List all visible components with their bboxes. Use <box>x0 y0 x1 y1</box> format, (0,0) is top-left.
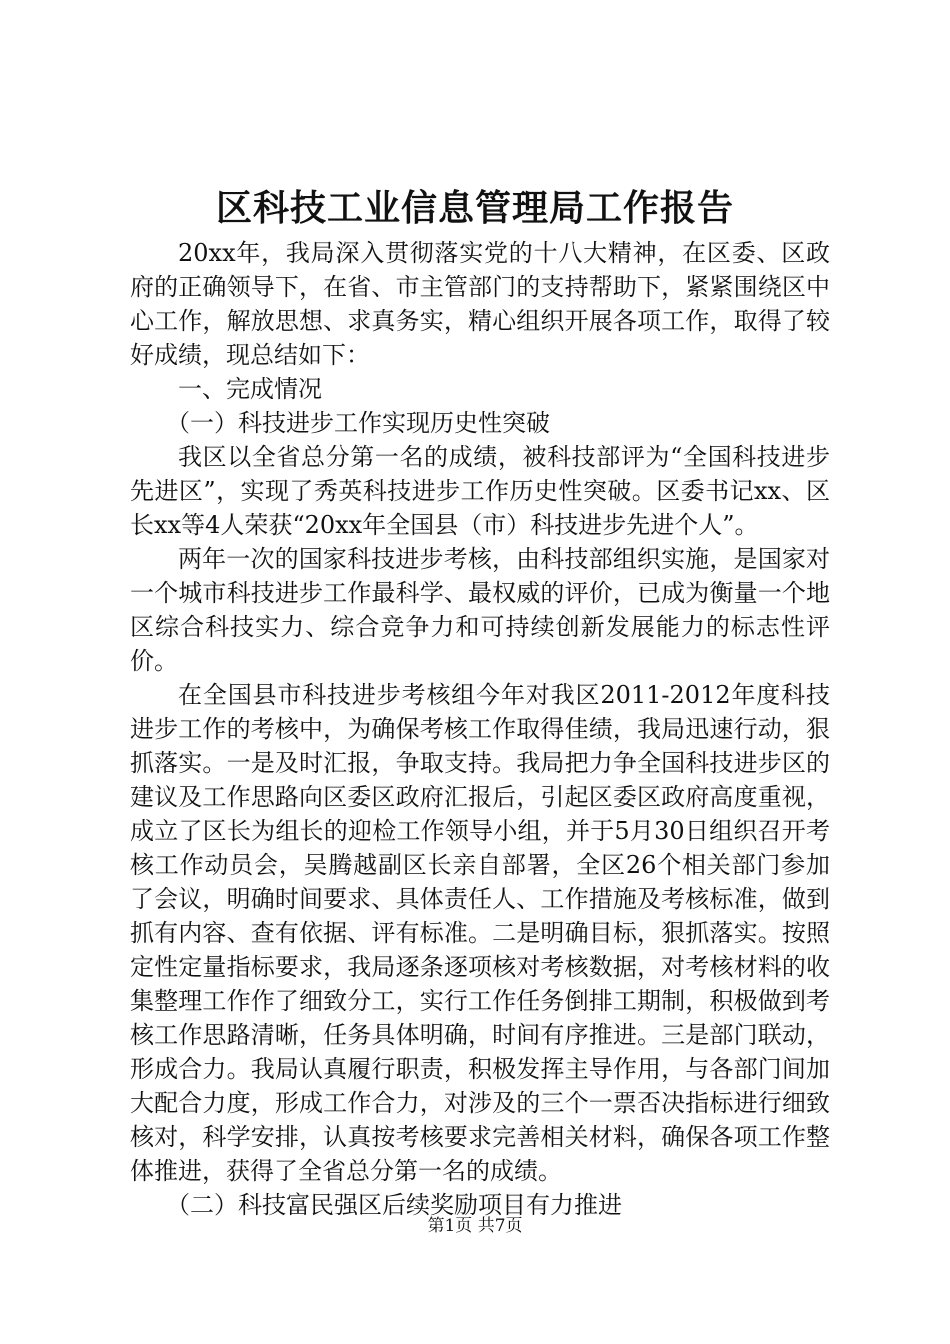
body-paragraph: 两年一次的国家科技进步考核，由科技部组织实施，是国家对一个城市科技进步工作最科学、最权威的评价，已成为衡量一个地区综合科技实力、综合竞争力和可持续创新发展能力的标志性评价。 <box>130 545 830 675</box>
document-body <box>130 236 830 1222</box>
subsection-heading: （二）科技富民强区后续奖励项目有力推进 <box>166 1191 622 1219</box>
body-paragraph: 在全国县市科技进步考核组今年对我区2011-2012年度科技进步工作的考核中，为确保考核工作取得佳绩，我局迅速行动，狠抓落实。一是及时汇报，争取支持。我局把力争全国科技进步区的建议及工作思路向区委区政府汇报后，引起区委区政府高度重视，成立了区长为组长的迎检工作领导小组，并于5月30日组织召开考核工作动员会，吴腾越副区长亲自部署，全区26个相关部门参加了会议，明确时间要求、具体责任人、工作措施及考核标准，做到抓有内容、查有依据、评有标准。二是明确目标，狠抓落实。按照定性定量指标要求，我局逐条逐项核对考核数据，对考核材料的收集整理工作作了细致分工，实行工作任务倒排工期制，积极做到考核工作思路清晰，任务具体明确，时间有序推进。三是部门联动，形成合力。我局认真履行职责，积极发挥主导作用，与各部门间加大配合力度，形成工作合力，对涉及的三个一票否决指标进行细致核对，科学安排，认真按考核要求完善相关材料，确保各项工作整体推进，获得了全省总分第一名的成绩。 <box>130 681 830 1185</box>
page-indicator: 第1页 共7页 <box>427 1216 523 1236</box>
document-title: 区科技工业信息管理局工作报告 <box>215 187 734 229</box>
body-paragraph: 我区以全省总分第一名的成绩，被科技部评为“全国科技进步先进区”，实现了秀英科技进步工作历史性突破。区委书记xx、区长xx等4人荣获“20xx年全国县（市）科技进步先进个人”。 <box>130 443 830 539</box>
intro-paragraph: 20xx年，我局深入贯彻落实党的十八大精神，在区委、区政府的正确领导下，在省、市主管部门的支持帮助下，紧紧围绕区中心工作，解放思想、求真务实，精心组织开展各项工作，取得了较好成绩，现总结如下： <box>130 239 830 369</box>
subsection-heading: （一）科技进步工作实现历史性突破 <box>166 409 550 437</box>
section-heading: 一、完成情况 <box>178 375 322 403</box>
